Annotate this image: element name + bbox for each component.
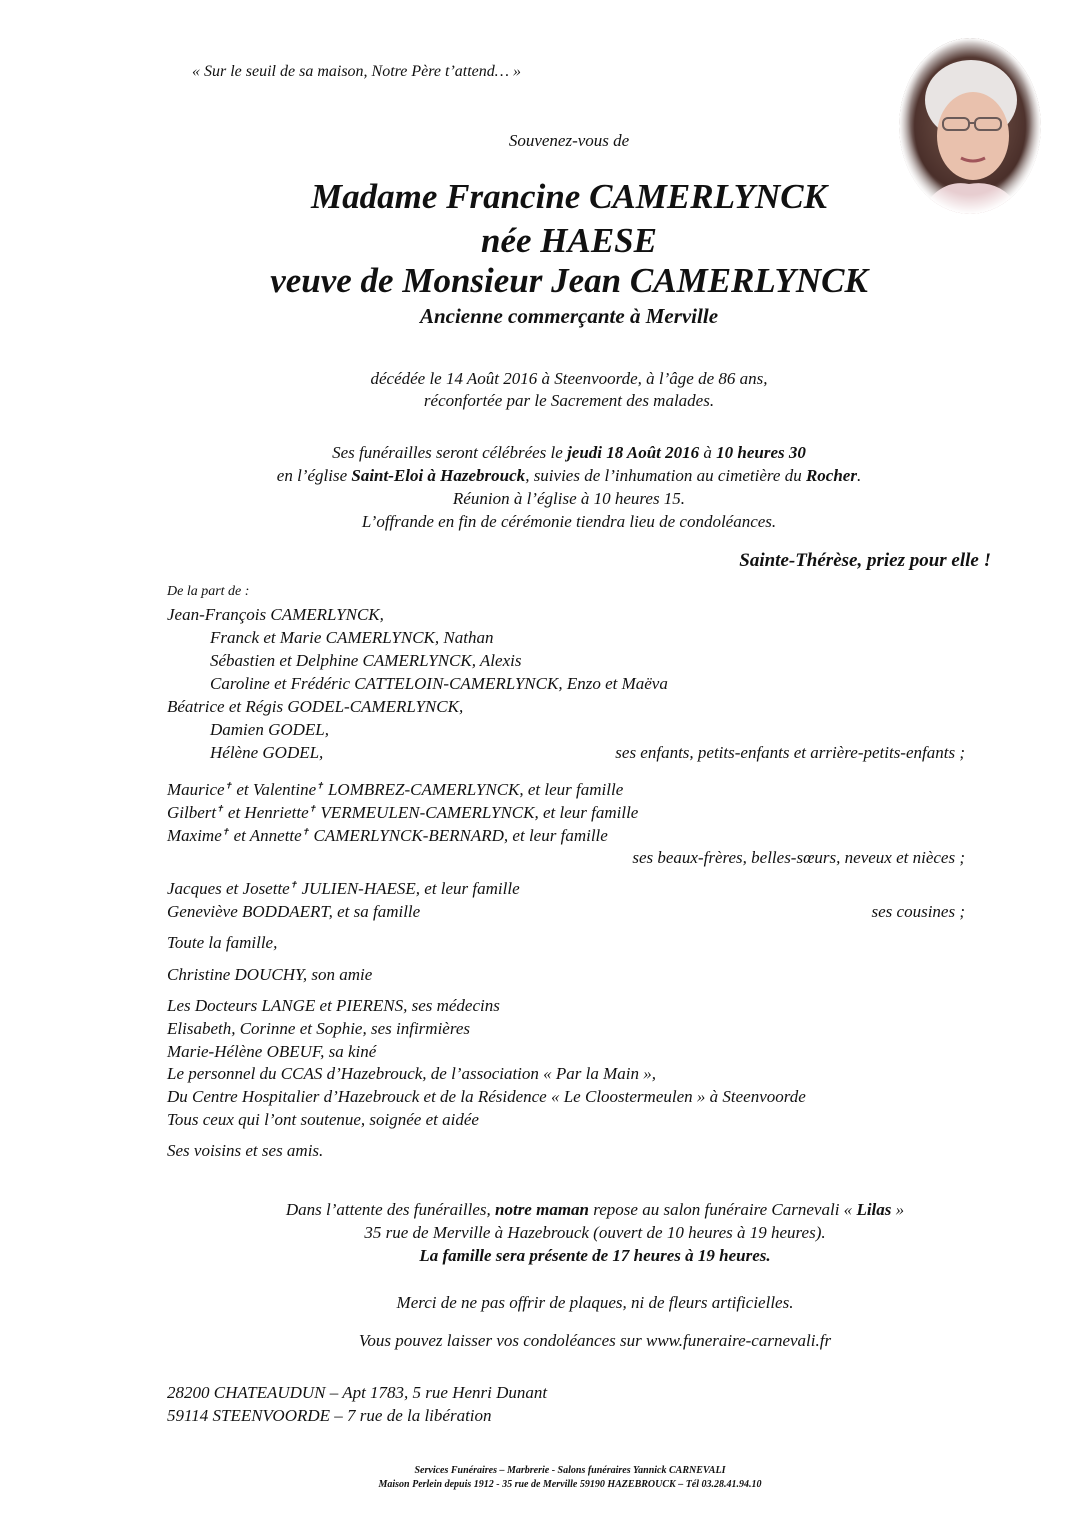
care-line: Elisabeth, Corinne et Sophie, ses infirmières [167, 1019, 470, 1038]
from-label: De la part de : [167, 584, 250, 599]
waiting-text: repose au salon funéraire Carnevali « [589, 1200, 857, 1219]
waiting-line-2: 35 rue de Merville à Hazebrouck (ouvert de 10 heures à 19 heures). [364, 1223, 826, 1242]
relation-children: ses enfants, petits-enfants et arrière-petits-enfants ; [615, 743, 965, 762]
footer-line-1: Services Funéraires – Marbrerie - Salons funéraires Yannick CARNEVALI [414, 1465, 726, 1476]
death-line-2: réconfortée par le Sacrement des malades. [423, 391, 715, 410]
care-line: Du Centre Hospitalier d’Hazebrouck et de la Résidence « Le Cloostermeulen » à Steenvoorde [167, 1087, 806, 1106]
funeral-line-3: Réunion à l’église à 10 heures 15. [452, 489, 686, 508]
person: JULIEN-HAESE, et leur famille [297, 879, 520, 898]
person: Gilbert [167, 803, 217, 822]
family-line: Geneviève BODDAERT, et sa famille [167, 902, 421, 921]
cross-icon: ✝ [308, 803, 317, 814]
family-line: Franck et Marie CAMERLYNCK, Nathan [210, 628, 494, 647]
cross-icon: ✝ [301, 826, 310, 837]
person: Jacques et Josette [167, 879, 290, 898]
funeral-text: Ses funérailles seront célébrées le [332, 443, 568, 462]
care-line: Tous ceux qui l’ont soutenue, soignée et aidée [167, 1110, 479, 1129]
relation-inlaws: ses beaux-frères, belles-sœurs, neveux et nièces ; [632, 848, 965, 867]
waiting-line-3: La famille sera présente de 17 heures à 19 heures. [419, 1246, 771, 1265]
care-line: Le personnel du CCAS d’Hazebrouck, de l’association « Par la Main », [167, 1064, 657, 1083]
person: VERMEULEN-CAMERLYNCK, et leur famille [316, 803, 639, 822]
funeral-line-4: L’offrande en fin de cérémonie tiendra lieu de condoléances. [361, 512, 777, 531]
person: Maurice [167, 780, 225, 799]
funeral-line-2 [0, 466, 1075, 486]
relation-cousins: ses cousines ; [871, 902, 965, 921]
family-line: Toute la famille, [167, 933, 278, 952]
neighbours-line: Ses voisins et ses amis. [167, 1141, 324, 1160]
widow-of: veuve de Monsieur Jean CAMERLYNCK [270, 261, 868, 300]
funeral-church: Saint-Eloi à Hazebrouck [351, 466, 526, 485]
funeral-time: 10 heures 30 [716, 443, 806, 462]
address-2: 59114 STEENVOORDE – 7 rue de la libération [167, 1406, 492, 1425]
waiting-salon: Lilas [856, 1200, 892, 1219]
family-line [167, 826, 608, 846]
family-line: Caroline et Frédéric CATTELOIN-CAMERLYNCK, Enzo et Maëva [210, 674, 668, 693]
cross-icon: ✝ [216, 803, 224, 814]
person: et Valentine [232, 780, 317, 799]
profession: Ancienne commerçante à Merville [419, 304, 719, 328]
funeral-text: à [699, 443, 717, 462]
family-line: Damien GODEL, [210, 720, 329, 739]
condolences-notice: Vous pouvez laisser vos condoléances sur www.funeraire-carnevali.fr [358, 1331, 832, 1350]
funeral-line-1 [0, 443, 1075, 463]
cross-icon: ✝ [316, 780, 324, 791]
footer-line-2: Maison Perlein depuis 1912 - 35 rue de Merville 59190 HAZEBROUCK – Tél 03.28.41.94.10 [378, 1479, 762, 1490]
person: et Henriette [223, 803, 309, 822]
family-line: Jean-François CAMERLYNCK, [167, 605, 384, 624]
waiting-text: » [891, 1200, 905, 1219]
waiting-mom: notre maman [495, 1200, 590, 1219]
family-line [167, 780, 623, 800]
family-line: Sébastien et Delphine CAMERLYNCK, Alexis [210, 651, 522, 670]
care-line: Les Docteurs LANGE et PIERENS, ses médecins [167, 996, 500, 1015]
family-line: Christine DOUCHY, son amie [167, 965, 373, 984]
care-line: Marie-Hélène OBEUF, sa kiné [167, 1042, 377, 1061]
person: CAMERLYNCK-BERNARD, et leur famille [309, 826, 608, 845]
address-1: 28200 CHATEAUDUN – Apt 1783, 5 rue Henri Dunant [167, 1383, 548, 1402]
person: et Annette [229, 826, 302, 845]
death-line-1: décédée le 14 Août 2016 à Steenvoorde, à l’âge de 86 ans, [370, 369, 768, 388]
funeral-date: jeudi 18 Août 2016 [567, 443, 700, 462]
deceased-name: Madame Francine CAMERLYNCK [311, 177, 827, 216]
family-line: Béatrice et Régis GODEL-CAMERLYNCK, [167, 697, 464, 716]
family-line [167, 803, 638, 823]
flowers-notice: Merci de ne pas offrir de plaques, ni de fleurs artificielles. [396, 1293, 794, 1312]
funeral-text: en l’église [276, 466, 352, 485]
maiden-name: née HAESE [480, 221, 657, 260]
waiting-text: Dans l’attente des funérailles, [285, 1200, 496, 1219]
funeral-cemetery: Rocher [805, 466, 857, 485]
cross-icon: ✝ [221, 826, 230, 837]
epigraph: « Sur le seuil de sa maison, Notre Père t’attend… » [192, 63, 521, 80]
waiting-line-1 [0, 1200, 1075, 1220]
funeral-text: . [856, 466, 862, 485]
prayer: Sainte-Thérèse, priez pour elle ! [739, 550, 991, 571]
funeral-text: , suivies de l’inhumation au cimetière du [525, 466, 806, 485]
person: LOMBREZ-CAMERLYNCK, et leur famille [323, 780, 624, 799]
family-line [167, 879, 520, 899]
remember-heading: Souvenez-vous de [508, 131, 630, 150]
cross-icon: ✝ [224, 780, 233, 791]
person: Maxime [167, 826, 222, 845]
family-line: Hélène GODEL, [210, 743, 324, 762]
cross-icon: ✝ [289, 879, 298, 890]
